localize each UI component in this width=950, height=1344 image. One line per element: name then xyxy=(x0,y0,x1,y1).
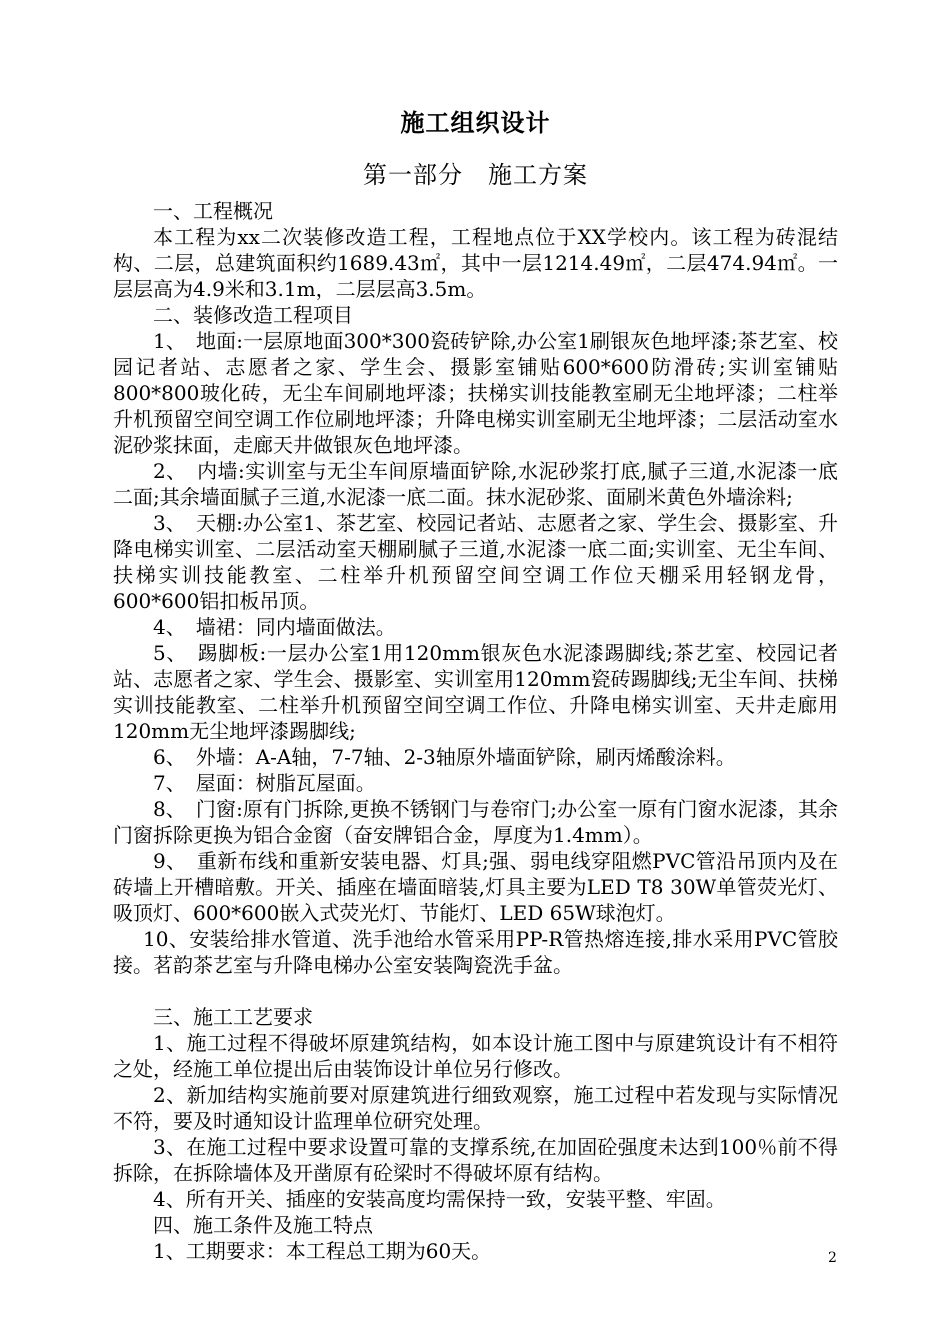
item-paragraph: 3、 天棚:办公室1、茶艺室、校园记者站、志愿者之家、学生会、摄影室、升降电梯实训室、二层活动室天棚刷腻子三道,水泥漆一底二面;实训室、无尘车间、扶梯实训技能教室、二柱举升机预留空间空调工作位天棚采用轻钢龙骨，600*600铝扣板吊顶。 xyxy=(113,511,838,613)
item-paragraph: 10、安装给排水管道、洗手池给水管采用PP-R管热熔连接,排水采用PVC管胶接。茗韵茶艺室与升降电梯办公室安装陶瓷洗手盆。 xyxy=(113,927,838,977)
blank-line xyxy=(113,978,838,1004)
item-paragraph: 4、 墙裙：同内墙面做法。 xyxy=(153,615,396,639)
document-page xyxy=(113,100,838,1264)
item-paragraph: 8、 门窗:原有门拆除,更换不锈钢门与卷帘门;办公室一原有门窗水泥漆，其余门窗拆除更换为铝合金窗（奋安牌铝合金，厚度为1.4mm）。 xyxy=(113,797,838,847)
condition-paragraph: 1、工期要求：本工程总工期为60天。 xyxy=(153,1239,492,1263)
document-title: 施工组织设计 xyxy=(400,108,551,137)
requirement-paragraph: 3、在施工过程中要求设置可靠的支撑系统,在加固砼强度未达到100％前不得拆除，在拆除墙体及开凿原有砼梁时不得破坏原有结构。 xyxy=(113,1135,838,1185)
overview-paragraph: 本工程为xx二次装修改造工程，工程地点位于XX学校内。该工程为砖混结构、二层，总建筑面积约1689.43㎡，其中一层1214.49㎡，二层474.94㎡。一层层高为4.9米和3.1m，二层层高3.5m。 xyxy=(113,225,838,301)
item-paragraph: 9、 重新布线和重新安装电器、灯具;强、弱电线穿阻燃PVC管沿吊顶内及在砖墙上开槽暗敷。开关、插座在墙面暗装,灯具主要为LED T8 30W单管荧光灯、吸顶灯、600*600嵌入式荧光灯、节能灯、LED 65W球泡灯。 xyxy=(113,849,838,925)
page-number: 2 xyxy=(828,1250,837,1266)
item-paragraph: 6、 外墙：A-A轴，7-7轴、2-3轴原外墙面铲除，刷丙烯酸涂料。 xyxy=(153,745,736,769)
section-heading-conditions: 四、施工条件及施工特点 xyxy=(153,1213,373,1237)
section-heading-requirements: 三、施工工艺要求 xyxy=(153,1005,313,1029)
requirement-paragraph: 4、所有开关、插座的安装高度均需保持一致，安装平整、牢固。 xyxy=(153,1187,726,1211)
item-paragraph: 2、 内墙:实训室与无尘车间原墙面铲除,水泥砂浆打底,腻子三道,水泥漆一底二面;其余墙面腻子三道,水泥漆一底二面。抹水泥砂浆、面刷米黄色外墙涂料; xyxy=(113,459,838,509)
section-heading-overview: 一、工程概况 xyxy=(153,199,273,223)
section-heading-items: 二、装修改造工程项目 xyxy=(153,303,353,327)
item-paragraph: 7、 屋面：树脂瓦屋面。 xyxy=(153,771,376,795)
part-heading: 第一部分 施工方案 xyxy=(363,161,588,189)
requirement-paragraph: 2、新加结构实施前要对原建筑进行细致观察，施工过程中若发现与实际情况不符，要及时通知设计监理单位研究处理。 xyxy=(113,1083,838,1133)
requirement-paragraph: 1、施工过程不得破坏原建筑结构，如本设计施工图中与原建筑设计有不相符之处，经施工单位提出后由装饰设计单位另行修改。 xyxy=(113,1031,838,1081)
item-paragraph: 1、 地面:一层原地面300*300瓷砖铲除,办公室1刷银灰色地坪漆;茶艺室、校园记者站、志愿者之家、学生会、摄影室铺贴600*600防滑砖;实训室铺贴800*800玻化砖，无尘车间刷地坪漆；扶梯实训技能教室刷无尘地坪漆；二柱举升机预留空间空调工作位刷地坪漆；升降电梯实训室刷无尘地坪漆；二层活动室水泥砂浆抹面，走廊天井做银灰色地坪漆。 xyxy=(113,329,838,457)
item-paragraph: 5、 踢脚板:一层办公室1用120mm银灰色水泥漆踢脚线;茶艺室、校园记者站、志愿者之家、学生会、摄影室、实训室用120mm瓷砖踢脚线;无尘车间、扶梯实训技能教室、二柱举升机预留空间空调工作位、升降电梯实训室、天井走廊用120mm无尘地坪漆踢脚线; xyxy=(113,641,838,743)
